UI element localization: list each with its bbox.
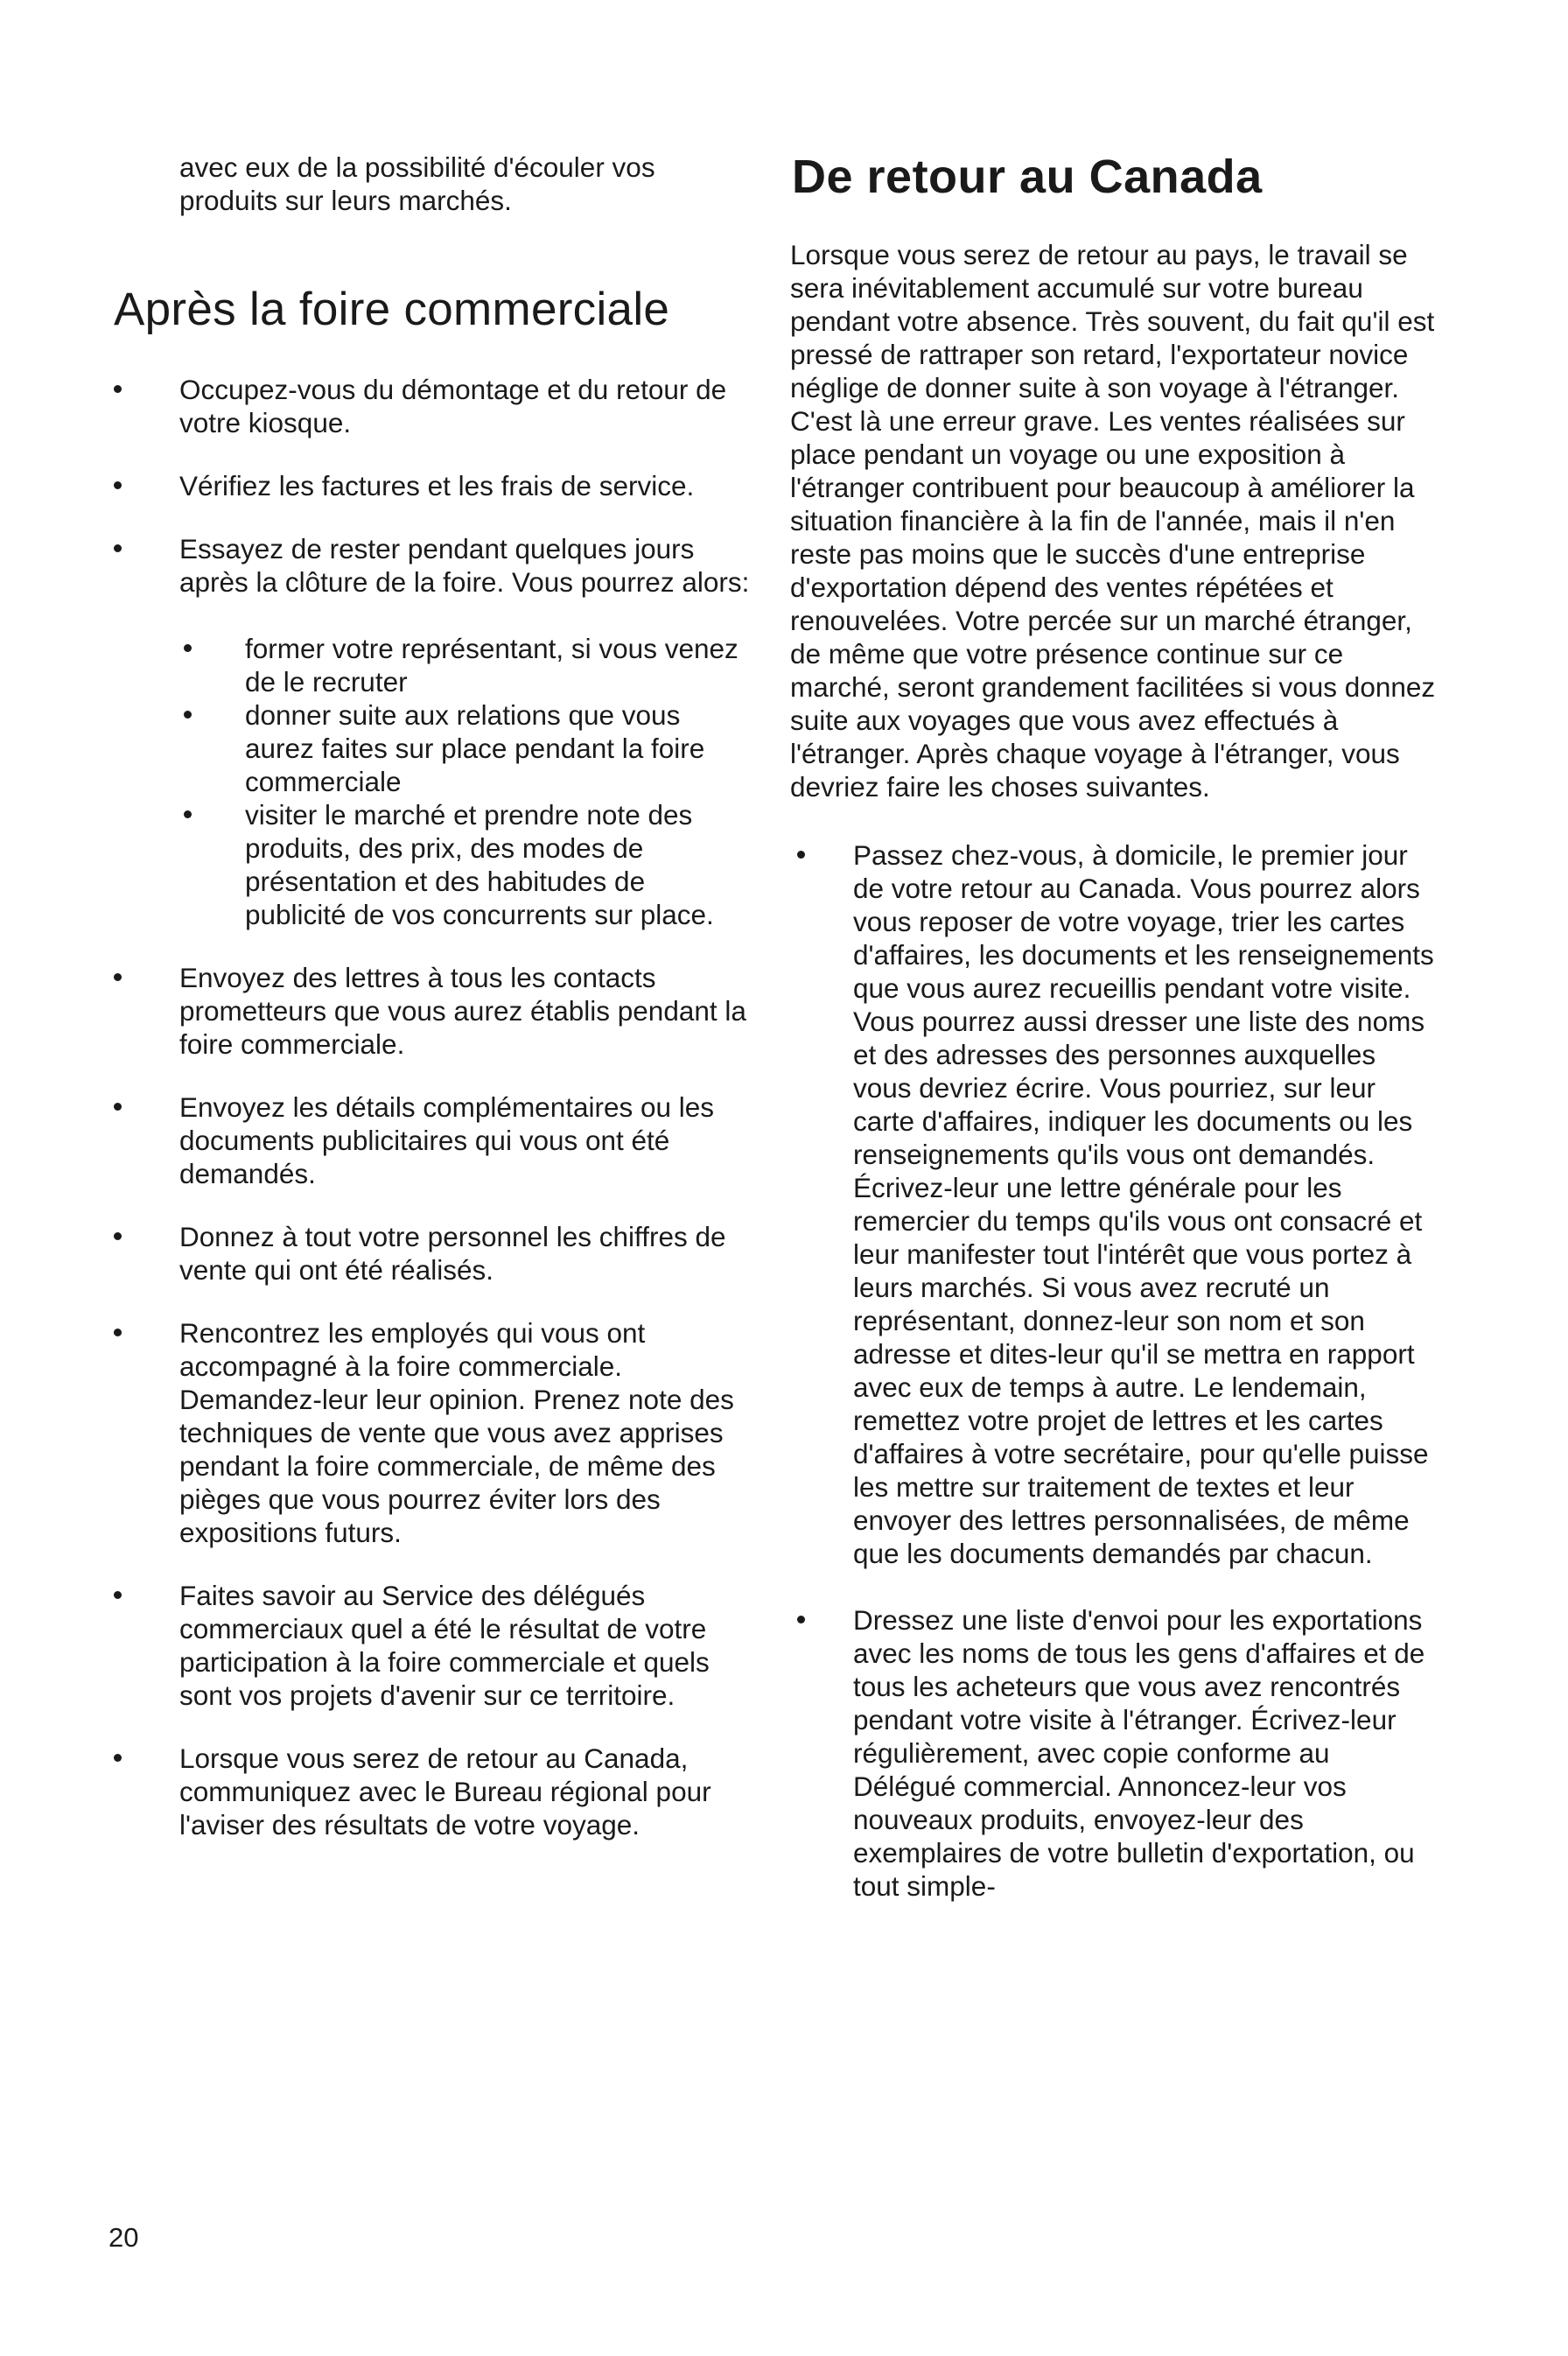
section-heading-after-fair: Après la foire commerciale (114, 284, 670, 335)
bullet-icon (114, 973, 122, 981)
bullet-icon (184, 810, 192, 818)
sub-list-item (179, 632, 752, 698)
page-number: 20 (108, 2222, 139, 2253)
sub-list-item-text: former votre représentant, si vous venez de le recruter (245, 633, 738, 698)
bullet-icon (114, 481, 122, 489)
sub-list-item-text: visiter le marché et prendre note des produits, des prix, des modes de présentation et des habitudes de publicité de vos concurrents sur place. (245, 799, 714, 930)
bullet-icon (114, 544, 122, 552)
sub-list-item (179, 798, 752, 931)
list-item (114, 469, 752, 502)
list-item-text: Envoyez les détails complémentaires ou les documents publicitaires qui vous ont été demandés. (179, 1091, 715, 1189)
list-item-text: Passez chez-vous, à domicile, le premier jour de votre retour au Canada. Vous pourrez alors vous reposer de votre voyage, trier les cartes d'affaires, les documents et les renseignements que vous aurez recueillis pendant votre visite. Vous pourrez aussi dresser une liste des noms et des adresses des personnes auxquelles vous devriez écrire. Vous pourriez, sur leur carte d'affaires, indiquer les documents ou les renseignements qu'ils vous ont demandés. Écrivez-leur une lettre générale pour les remercier du temps qu'ils vous ont consacré et leur manifester tout l'intérêt que vous portez à leurs marchés. Si vous avez recruté un représentant, donnez-leur son nom et son adresse et dites-leur qu'il se mettra en rapport avec eux de temps à autre. Le lendemain, remettez votre projet de lettres et les cartes d'affaires à votre secrétaire, pour qu'elle puisse les mettre sur traitement de textes et leur envoyer des lettres personnalisées, de même que les documents demandés par chacun. (853, 839, 1434, 1569)
bullet-icon (114, 1232, 122, 1240)
bullet-icon (114, 1591, 122, 1599)
list-item-text: Rencontrez les employés qui vous ont accompagné à la foire commerciale. Demandez-leur leur opinion. Prenez note des techniques de vente que vous avez apprises pendant la foire commerciale, de même des pièges que vous pourrez éviter lors des expositions futurs. (179, 1317, 734, 1548)
section-heading-return-canada: De retour au Canada (792, 151, 1263, 203)
bullet-icon (114, 1329, 122, 1336)
sub-list-item (179, 698, 752, 798)
list-item-text: Essayez de rester pendant quelques jours après la clôture de la foire. Vous pourrez alors: (179, 533, 750, 598)
bullet-icon (114, 385, 122, 393)
list-item-text: Vérifiez les factures et les frais de service. (179, 470, 695, 501)
after-fair-list (114, 373, 752, 1841)
list-item (790, 1603, 1438, 1903)
bullet-icon (797, 851, 805, 859)
list-item-text: Dressez une liste d'envoi pour les exportations avec les noms de tous les gens d'affaires et de tous les acheteurs que vous avez rencontrés pendant votre visite à l'étranger. Écrivez-leur régulièrement, avec copie conforme au Délégué commercial. Annoncez-leur vos nouveaux produits, envoyez-leur des exemplaires de votre bulletin d'exportation, ou tout simple- (853, 1604, 1425, 1902)
right-column (790, 151, 1438, 1936)
list-item-text: Occupez-vous du démontage et du retour de votre kiosque. (179, 374, 727, 438)
bullet-icon (114, 1103, 122, 1111)
return-paragraph: Lorsque vous serez de retour au pays, le travail se sera inévitablement accumulé sur votre bureau pendant votre absence. Très souvent, du fait qu'il est pressé de rattraper son retard, l'exportateur novice néglige de donner suite à son voyage à l'étranger. C'est là une erreur grave. Les ventes réalisées sur place pendant un voyage ou une exposition à l'étranger contribuent pour beaucoup à améliorer la situation financière à la fin de l'année, mais il n'en reste pas moins que le succès d'une entreprise d'exportation dépend des ventes répétées et renouvelées. Votre percée sur un marché étranger, de même que votre présence continue sur ce marché, seront grandement facilitées si vous donnez suite aux voyages que vous avez effectués à l'étranger. Après chaque voyage à l'étranger, vous devriez faire les choses suivantes. (790, 239, 1436, 803)
left-column (114, 151, 752, 1871)
bullet-icon (114, 1754, 122, 1762)
sub-list-item-text: donner suite aux relations que vous aurez faites sur place pendant la foire commerciale (245, 699, 705, 797)
list-item-text: Lorsque vous serez de retour au Canada, communiquez avec le Bureau régional pour l'aviser des résultats de votre voyage. (179, 1742, 711, 1841)
list-item (114, 1579, 752, 1712)
list-item (114, 961, 752, 1061)
list-item (114, 1220, 752, 1287)
return-list (790, 838, 1438, 1903)
sub-list (179, 632, 752, 931)
intro-paragraph: avec eux de la possibilité d'écouler vos produits sur leurs marchés. (179, 151, 655, 216)
bullet-icon (184, 644, 192, 652)
list-item (114, 1090, 752, 1190)
list-item (114, 1316, 752, 1549)
list-item-text: Donnez à tout votre personnel les chiffres de vente qui ont été réalisés. (179, 1221, 726, 1286)
list-item-text: Envoyez des lettres à tous les contacts prometteurs que vous aurez établis pendant la foire commerciale. (179, 962, 746, 1060)
list-item (790, 838, 1438, 1570)
list-item (114, 1742, 752, 1841)
bullet-icon (184, 711, 192, 719)
list-item (114, 532, 752, 931)
bullet-icon (797, 1616, 805, 1623)
list-item (114, 373, 752, 439)
list-item-text: Faites savoir au Service des délégués commerciaux quel a été le résultat de votre participation à la foire commerciale et quels sont vos projets d'avenir sur ce territoire. (179, 1580, 710, 1711)
